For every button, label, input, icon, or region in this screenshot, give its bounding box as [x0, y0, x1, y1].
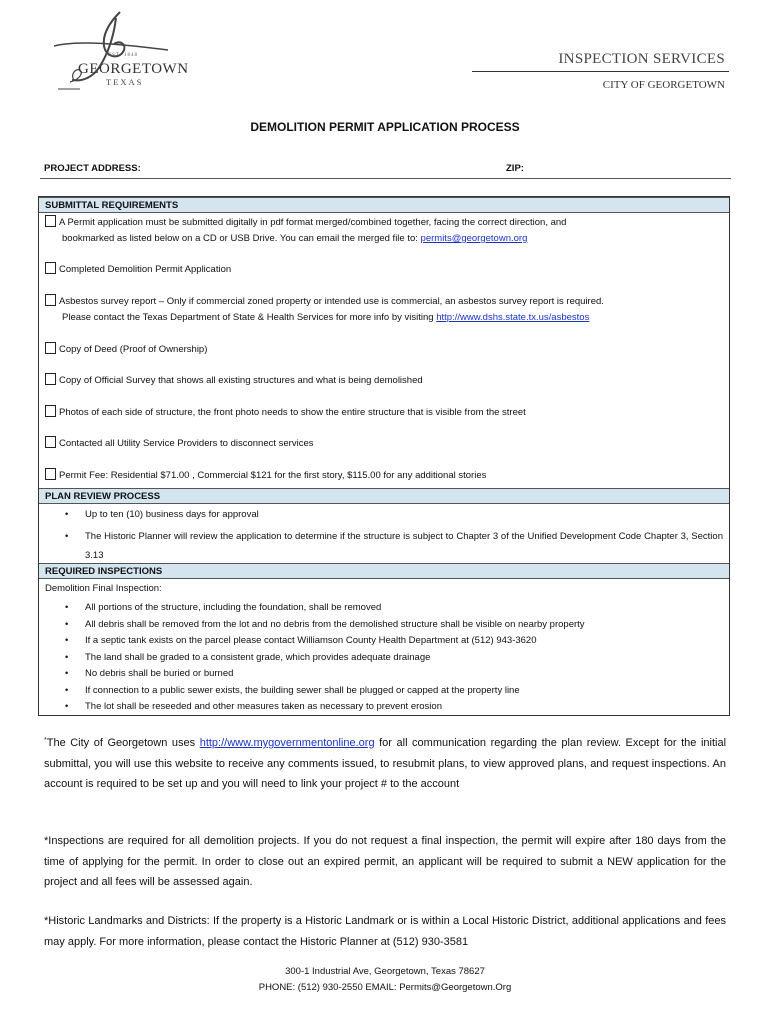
submittal-heading: SUBMITTAL REQUIREMENTS — [39, 197, 729, 213]
list-item: • All debris shall be removed from the lot and no debris from the demolished structure shall be visible on nearby property — [39, 617, 723, 634]
requirement-item: A Permit application must be submitted digitally in pdf format merged/combined together, facing the correct direction, and bookmarked as listed below on a CD or USB Drive. You can email the merged file to: permits@georgetown.org — [45, 215, 721, 247]
list-item: • All portions of the structure, including the foundation, shall be removed — [39, 600, 723, 617]
checkbox[interactable] — [45, 373, 56, 385]
checkbox[interactable] — [45, 294, 56, 306]
list-item: • No debris shall be buried or burned — [39, 666, 723, 683]
note-portal: *The City of Georgetown uses http://www.mygovernmentonline.org for all communication regarding the plan review. Except for the initial submittal, you will use this website to receive any comments issued, to resubmit plans, to view approved plans, and request inspections. An account is required to be set up and you will need to link your project # to the account — [44, 737, 727, 790]
checkbox[interactable] — [45, 342, 56, 354]
requirement-item: Asbestos survey report – Only if commercial zoned property or intended use is commercial, an asbestos survey report is required. Please contact the Texas Department of State & Health Services for more info by visiting http://www.dshs.state.tx.us/asbestos — [45, 294, 721, 326]
plan-review-heading: PLAN REVIEW PROCESS — [39, 488, 729, 504]
inspections-list — [39, 600, 723, 716]
list-item: • The lot shall be reseeded and other measures taken as necessary to prevent erosion — [39, 699, 723, 716]
list-item: • If connection to a public sewer exists, the building sewer shall be plugged or capped at the property line — [39, 683, 723, 700]
checkbox[interactable] — [45, 436, 56, 448]
plan-review-list — [39, 507, 723, 565]
checkbox[interactable] — [45, 262, 56, 274]
requirement-item: Completed Demolition Permit Application — [45, 262, 721, 278]
inspections-heading: REQUIRED INSPECTIONS — [39, 563, 729, 579]
logo-established: EST. 1848 — [108, 53, 139, 58]
list-item: • The Historic Planner will review the application to determine if the structure is subject to Chapter 3 of the Unified Development Code Chapter 3, Section 3.13 — [39, 527, 723, 565]
project-address-field[interactable] — [40, 178, 731, 179]
zip-label: ZIP: — [506, 163, 524, 174]
list-item: • If a septic tank exists on the parcel please contact Williamson County Health Department at (512) 943-3620 — [39, 633, 723, 650]
city-name: CITY OF GEORGETOWN — [602, 79, 725, 91]
inspections-intro: Demolition Final Inspection: — [45, 583, 162, 594]
requirement-item: Copy of Official Survey that shows all existing structures and what is being demolished — [45, 373, 721, 389]
requirement-item: Contacted all Utility Service Providers to disconnect services — [45, 436, 721, 452]
dshs-link[interactable]: http://www.dshs.state.tx.us/asbestos — [436, 312, 590, 323]
footer-address: 300-1 Industrial Ave, Georgetown, Texas 78627 — [285, 966, 485, 977]
checkbox[interactable] — [45, 215, 56, 227]
requirements-table — [38, 196, 730, 716]
portal-link[interactable]: http://www.mygovernmentonline.org — [199, 737, 375, 749]
requirement-item: Permit Fee: Residential $71.00 , Commercial $121 for the first story, $115.00 for any additional stories — [45, 468, 721, 484]
requirement-item: Copy of Deed (Proof of Ownership) — [45, 342, 721, 358]
list-item: • The land shall be graded to a consistent grade, which provides adequate drainage — [39, 650, 723, 667]
note-inspections: *Inspections are required for all demolition projects. If you do not request a final inspection, the permit will expire after 180 days from the time of applying for the permit. In order to close out an expired permit, an applicant will be required to submit a NEW application for the project and all fees will be assessed again. — [44, 835, 726, 888]
logo-state: TEXAS — [106, 77, 144, 87]
checkbox[interactable] — [45, 468, 56, 480]
requirement-item: Photos of each side of structure, the front photo needs to show the entire structure that is visible from the street — [45, 405, 721, 421]
footer-contact: PHONE: (512) 930-2550 EMAIL: Permits@Georgetown.Org — [258, 982, 512, 993]
list-item: • Up to ten (10) business days for approval — [39, 507, 723, 524]
checkbox[interactable] — [45, 405, 56, 417]
department-name: INSPECTION SERVICES — [558, 51, 725, 67]
project-address-label: PROJECT ADDRESS: — [44, 163, 141, 174]
email-link[interactable]: permits@georgetown.org — [420, 233, 528, 244]
logo-wordmark: GEORGETOWN — [78, 61, 189, 77]
document-title: DEMOLITION PERMIT APPLICATION PROCESS — [250, 120, 520, 134]
note-historic: *Historic Landmarks and Districts: If the property is a Historic Landmark or is within a Local Historic District, additional applications and fees may apply. For more information, please contact the Historic Planner at (512) 930-3581 — [44, 915, 726, 948]
header-divider — [472, 71, 729, 72]
